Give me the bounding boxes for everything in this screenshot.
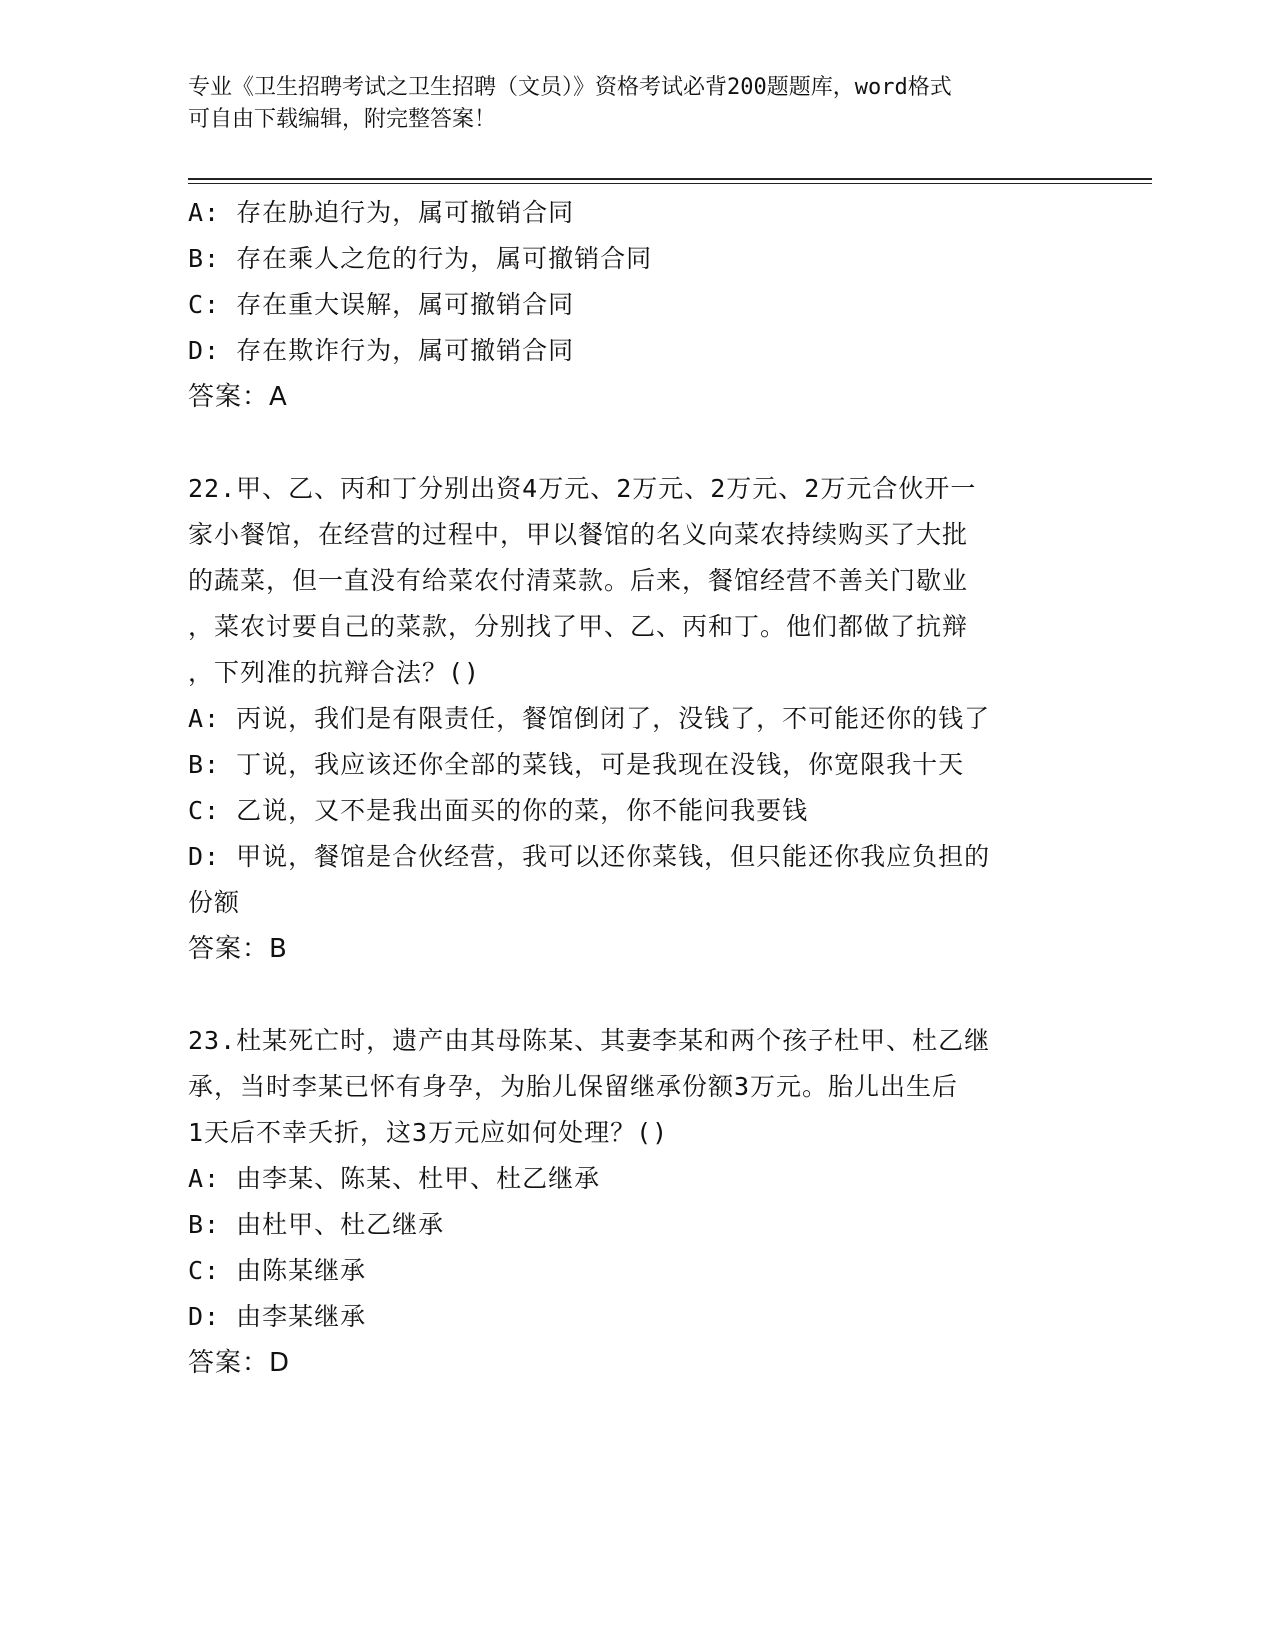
option-c: C: 由陈某继承 bbox=[188, 1256, 367, 1285]
question-stem-line: ，下列准的抗辩合法？() bbox=[188, 658, 481, 687]
option-b: B: 由杜甲、杜乙继承 bbox=[188, 1210, 445, 1239]
question-stem-line: 1天后不幸夭折，这3万元应如何处理？() bbox=[188, 1118, 669, 1147]
option-d: D: 由李某继承 bbox=[188, 1302, 367, 1331]
option-a: A: 丙说，我们是有限责任，餐馆倒闭了，没钱了，不可能还你的钱了 bbox=[188, 704, 991, 733]
document-body bbox=[188, 190, 1088, 1386]
answer-line: 答案：B bbox=[188, 934, 288, 964]
header-divider-thin bbox=[188, 183, 1152, 184]
question-stem-line: 22.甲、乙、丙和丁分别出资4万元、2万元、2万元、2万元合伙开一 bbox=[188, 474, 977, 503]
option-c: C: 乙说，又不是我出面买的你的菜，你不能问我要钱 bbox=[188, 796, 809, 825]
option-a: A: 由李某、陈某、杜甲、杜乙继承 bbox=[188, 1164, 601, 1193]
option-b: B: 存在乘人之危的行为，属可撤销合同 bbox=[188, 244, 653, 273]
header-divider bbox=[188, 178, 1152, 180]
question-stem-line: 承，当时李某已怀有身孕，为胎儿保留继承份额3万元。胎儿出生后 bbox=[188, 1072, 959, 1101]
option-c: C: 存在重大误解，属可撤销合同 bbox=[188, 290, 575, 319]
answer-line: 答案：A bbox=[188, 382, 288, 412]
option-a: A: 存在胁迫行为，属可撤销合同 bbox=[188, 198, 575, 227]
question-stem-line: 的蔬菜，但一直没有给菜农付清菜款。后来，餐馆经营不善关门歇业 bbox=[188, 566, 969, 595]
answer-line: 答案：D bbox=[188, 1348, 291, 1378]
header-title-line-2: 可自由下载编辑，附完整答案！ bbox=[188, 107, 497, 132]
question-stem-line: 23.杜某死亡时，遗产由其母陈某、其妻李某和两个孩子杜甲、杜乙继 bbox=[188, 1026, 991, 1055]
question-stem-line: ，菜农讨要自己的菜款，分别找了甲、乙、丙和丁。他们都做了抗辩 bbox=[188, 612, 969, 641]
option-d: D: 甲说，餐馆是合伙经营，我可以还你菜钱，但只能还你我应负担的 bbox=[188, 842, 991, 871]
question-stem-line: 家小餐馆，在经营的过程中，甲以餐馆的名义向菜农持续购买了大批 bbox=[188, 520, 969, 549]
question-23 bbox=[188, 1018, 1088, 1386]
question-block-continued bbox=[188, 190, 1088, 420]
option-d-continued: 份额 bbox=[188, 888, 241, 917]
option-d: D: 存在欺诈行为，属可撤销合同 bbox=[188, 336, 575, 365]
document-header bbox=[188, 72, 1078, 136]
option-b: B: 丁说，我应该还你全部的菜钱，可是我现在没钱，你宽限我十天 bbox=[188, 750, 965, 779]
header-title-line-1: 专业《卫生招聘考试之卫生招聘（文员）》资格考试必背200题题库，word格式 bbox=[188, 75, 952, 100]
question-22 bbox=[188, 466, 1088, 972]
